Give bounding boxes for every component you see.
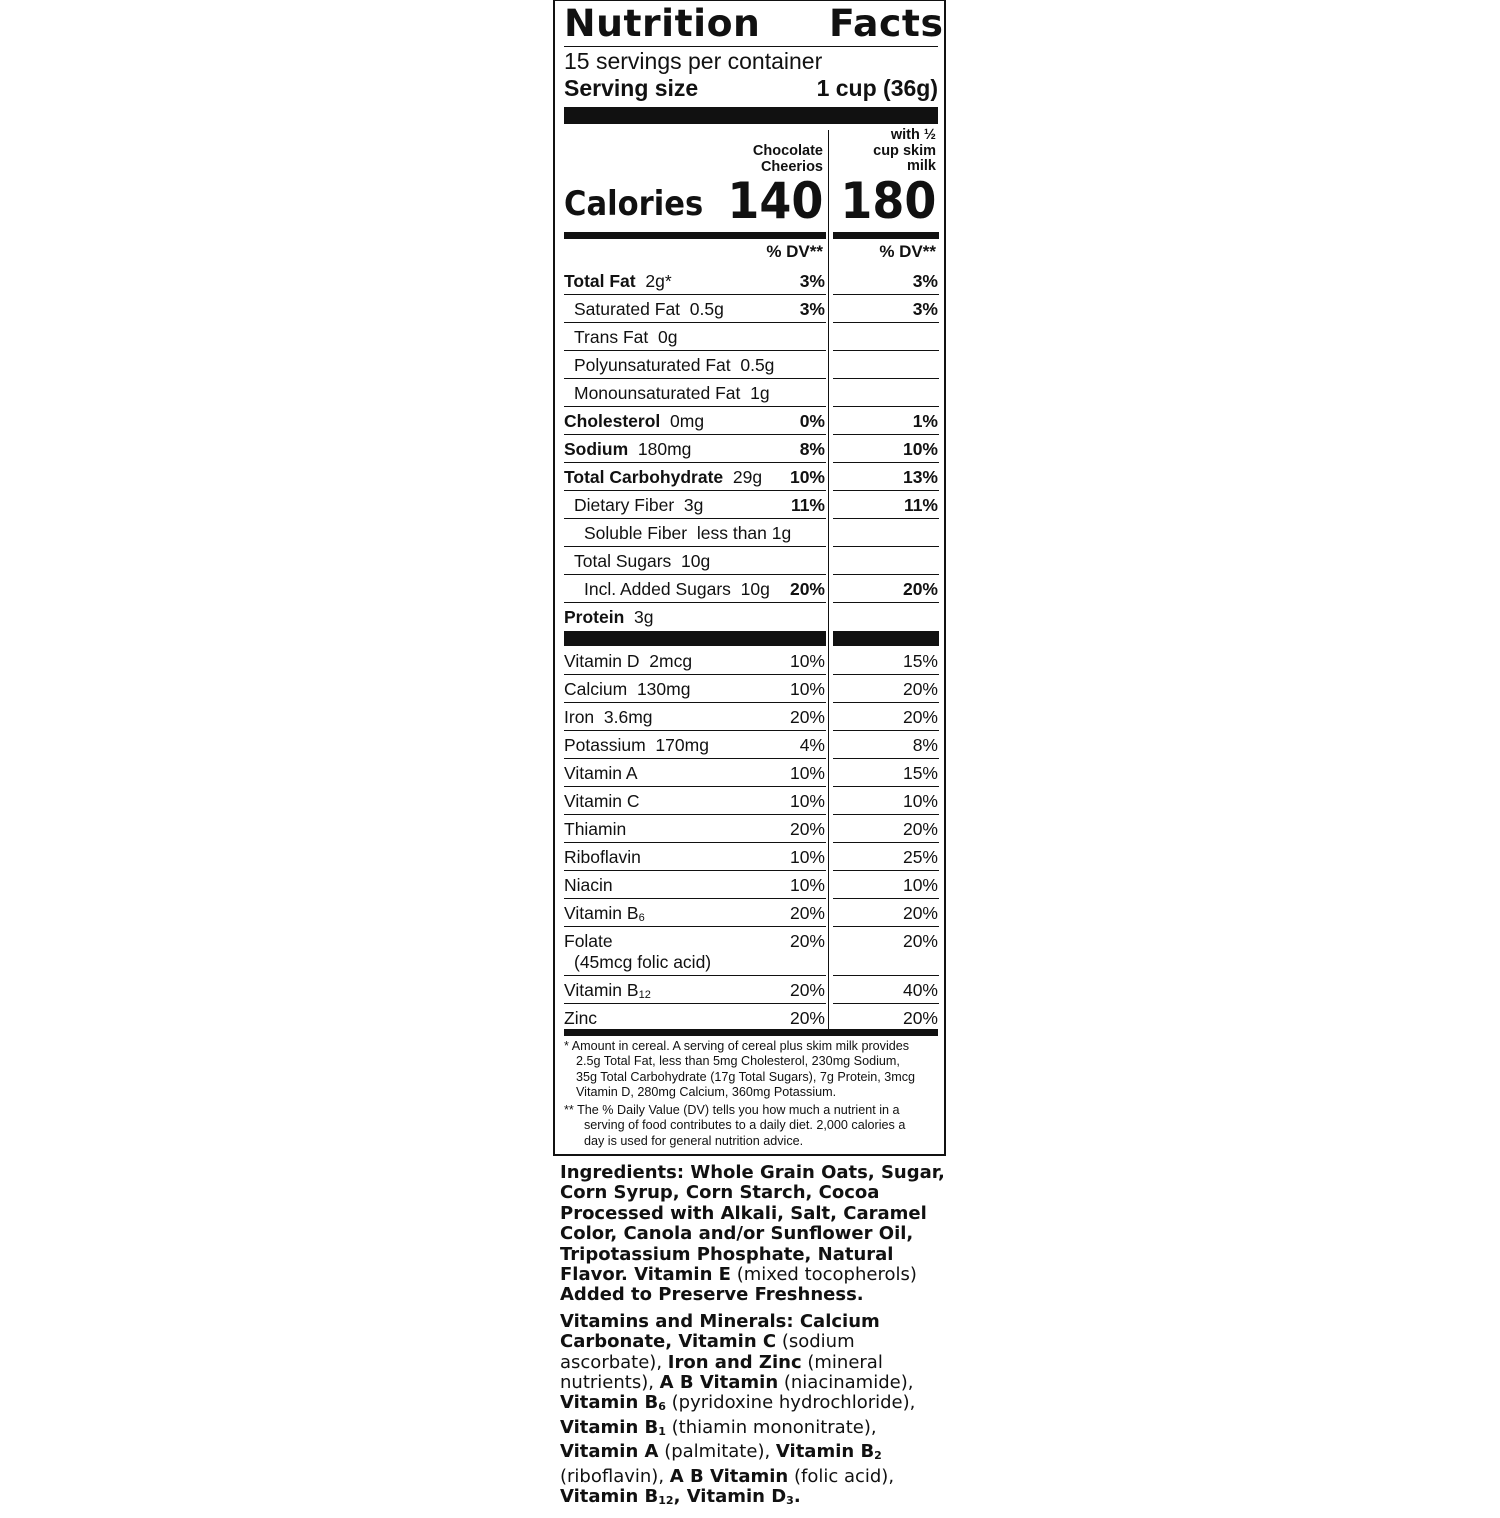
nutrient-row — [564, 547, 938, 575]
nutrient-name: Total Fat — [564, 271, 636, 291]
vitamin-label — [564, 703, 653, 731]
vitamin-name: Calcium — [564, 679, 628, 699]
nutrient-name: Dietary Fiber — [574, 495, 675, 515]
nutrient-dv-milk: 3% — [912, 299, 938, 319]
vitamin-row — [564, 647, 938, 675]
vitamin-subscript: 6 — [638, 912, 645, 924]
vitamin-dv-milk: 20% — [902, 819, 938, 839]
nutrient-name: Polyunsaturated Fat — [574, 355, 731, 375]
vitamin-dv-milk: 10% — [902, 875, 938, 895]
title-divider — [564, 46, 938, 47]
vitamin-label — [564, 871, 613, 899]
vitamin-row — [564, 927, 938, 976]
vitamin-label — [564, 731, 709, 759]
vitamin-name: Potassium — [564, 735, 646, 755]
nutrient-amount: 0g — [648, 327, 678, 347]
ingredient-text: (mineral nutrients), — [560, 1351, 883, 1394]
nutrient-name: Total Sugars — [574, 551, 672, 571]
vitamin-name: Iron — [564, 707, 595, 727]
nutrient-name: Total Carbohydrate — [564, 467, 724, 487]
calories-label: Calories — [564, 184, 704, 224]
vitamin-dv-milk: 40% — [902, 980, 938, 1000]
vitamin-dv-cereal: 4% — [799, 735, 825, 755]
nutrient-amount: 10g — [671, 551, 711, 571]
vitamin-row — [564, 899, 938, 927]
col1-header-line-2: Cheerios — [760, 158, 823, 175]
footnote1-line: 2.5g Total Fat, less than 5mg Cholesterol, 230mg Sodium, — [576, 1054, 900, 1069]
vitamins-minerals-paragraph — [560, 1312, 950, 1512]
nutrient-label — [584, 519, 791, 547]
ingredient-text: A B Vitamin — [669, 1465, 789, 1487]
footnote-bar — [564, 1029, 938, 1036]
vitamin-dv-milk: 8% — [912, 735, 938, 755]
ingredient-text: (thiamin mononitrate), — [665, 1416, 877, 1438]
vitamin-row — [564, 731, 938, 759]
vitamin-row — [564, 815, 938, 843]
col1-header-line-1: Chocolate — [752, 143, 823, 159]
calories-with-milk: 180 — [839, 172, 936, 230]
nutrient-dv-milk: 10% — [902, 439, 938, 459]
nutrient-label — [584, 575, 770, 603]
vitamin-row — [564, 787, 938, 815]
nutrient-row — [564, 323, 938, 351]
vitamin-row — [564, 843, 938, 871]
footnote1-line: * Amount in cereal. A serving of cereal plus skim milk provides — [564, 1039, 910, 1053]
ingredient-text: (niacinamide), — [778, 1372, 914, 1394]
vitamin-second-line: (45mcg folic acid) — [574, 952, 712, 972]
nutrient-label — [564, 435, 691, 463]
footnote-daily-value — [564, 1103, 938, 1149]
ingredient-subscript: 2 — [874, 1449, 882, 1463]
nutrient-label — [574, 351, 774, 379]
nutrient-name: Cholesterol — [564, 411, 661, 431]
vitamin-dv-milk: 10% — [902, 791, 938, 811]
vitamin-dv-milk: 20% — [902, 679, 938, 699]
nutrition-facts-label — [553, 0, 946, 1156]
nutrient-amount: 180mg — [628, 439, 692, 459]
nutrient-label — [564, 463, 762, 491]
nutrient-label — [564, 407, 704, 435]
nutrient-amount: 3g — [674, 495, 704, 515]
ingredient-text: Vitamin B — [775, 1441, 875, 1463]
nutrient-row — [564, 407, 938, 435]
vitamin-row — [564, 976, 938, 1004]
column-header-cereal — [703, 144, 823, 175]
col2-header-line-2: cup skim — [873, 142, 936, 159]
ingredient-subscript: 12 — [658, 1494, 674, 1508]
ingredient-text: Vitamin B — [560, 1416, 659, 1438]
nutrient-amount: less than 1g — [687, 523, 792, 543]
nutrient-amount: 2g* — [635, 271, 672, 291]
vitamin-dv-milk: 20% — [902, 903, 938, 923]
calories-cereal: 140 — [726, 172, 823, 230]
serving-thick-bar — [564, 107, 938, 124]
vitamin-name: Vitamin B — [564, 980, 639, 1000]
vitamin-dv-cereal: 10% — [789, 651, 825, 671]
serving-size-value: 1 cup (36g) — [816, 75, 938, 101]
vitamin-label — [564, 647, 692, 675]
ingredient-text: Vitamin B — [560, 1392, 659, 1414]
nutrient-name: Soluble Fiber — [584, 523, 688, 543]
nutrient-amount: 29g — [723, 467, 763, 487]
vitamin-dv-cereal: 10% — [789, 875, 825, 895]
vitamin-name: Zinc — [564, 1008, 598, 1028]
label-title — [564, 1, 943, 45]
vitamin-amount: 2mcg — [639, 651, 693, 671]
vitamin-amount: 170mg — [645, 735, 709, 755]
nutrient-amount: 3g — [624, 607, 654, 627]
nutrient-row — [564, 575, 938, 603]
nutrient-row — [564, 603, 938, 631]
vitamin-row — [564, 1004, 938, 1032]
vitamin-amount: 130mg — [627, 679, 691, 699]
nutrient-row — [564, 463, 938, 491]
vitamin-dv-cereal: 10% — [789, 791, 825, 811]
vitamin-dv-cereal: 20% — [789, 707, 825, 727]
nutrient-dv-cereal: 8% — [799, 439, 825, 459]
ingredient-text: (folic acid), — [788, 1465, 895, 1487]
vitamin-name: Vitamin B — [564, 903, 639, 923]
title-word-facts: Facts — [828, 1, 944, 45]
nutrient-dv-milk: 13% — [902, 467, 938, 487]
nutrient-row — [564, 295, 938, 323]
vitamin-bar-cereal — [564, 631, 826, 646]
nutrient-label — [564, 267, 672, 295]
ingredient-text: (sodium ascorbate), — [560, 1331, 855, 1373]
serving-size-label: Serving size — [564, 75, 699, 101]
footnote1-line: Vitamin D, 280mg Calcium, 360mg Potassium. — [576, 1085, 837, 1100]
vitamin-amount: 3.6mg — [594, 707, 653, 727]
ingredient-subscript: 1 — [658, 1424, 666, 1438]
ingredient-text: Ingredients: Whole Grain Oats, Sugar, Corn Syrup, Corn Starch, Cocoa Processed with Alkali, Salt, Caramel Color, Canola and/or Sunflower Oil, Tripotassium Phosphate, Natural Flavor. Vitamin E — [560, 1162, 945, 1286]
nutrient-label — [574, 491, 703, 519]
dv-header-milk: % DV** — [879, 242, 936, 261]
nutrient-name: Saturated Fat — [574, 299, 681, 319]
calories-bar-cereal — [564, 232, 826, 239]
nutrient-dv-cereal: 20% — [789, 579, 825, 599]
nutrient-amount: 10g — [730, 579, 770, 599]
serving-size — [564, 75, 938, 102]
ingredient-text: . — [793, 1486, 801, 1508]
dv-header-cereal: % DV** — [766, 242, 823, 261]
vitamin-label — [564, 759, 638, 787]
nutrient-dv-cereal: 3% — [799, 299, 825, 319]
ingredient-subscript: 3 — [786, 1494, 794, 1508]
vitamin-dv-milk: 15% — [902, 763, 938, 783]
ingredients-paragraph — [560, 1163, 950, 1306]
nutrient-name: Monounsaturated Fat — [574, 383, 741, 403]
nutrient-name: Sodium — [564, 439, 629, 459]
nutrient-label — [574, 295, 724, 323]
nutrient-label — [574, 547, 710, 575]
vitamin-label — [564, 815, 626, 843]
vitamin-dv-milk: 20% — [902, 931, 938, 951]
ingredient-text: A B Vitamin — [659, 1372, 779, 1394]
vitamin-dv-cereal: 10% — [789, 847, 825, 867]
vitamin-row — [564, 675, 938, 703]
vitamin-name: Niacin — [564, 875, 613, 895]
nutrient-dv-cereal: 0% — [799, 411, 825, 431]
vitamin-name: Vitamin D — [564, 651, 640, 671]
ingredients-section — [560, 1163, 950, 1518]
ingredient-text: (riboflavin), — [560, 1465, 670, 1487]
nutrient-label — [564, 603, 654, 631]
nutrient-row — [564, 351, 938, 379]
ingredient-text: Vitamin A — [560, 1441, 659, 1463]
nutrient-amount: 0.5g — [730, 355, 775, 375]
nutrient-amount: 0.5g — [680, 299, 724, 319]
vitamin-name: Vitamin A — [564, 763, 638, 783]
vitamin-dv-cereal: 20% — [789, 931, 825, 951]
vitamin-name: Vitamin C — [564, 791, 640, 811]
vitamin-dv-cereal: 10% — [789, 679, 825, 699]
nutrient-row — [564, 519, 938, 547]
footnote2-line: serving of food contributes to a daily diet. 2,000 calories a — [584, 1118, 906, 1133]
ingredient-text: Vitamin D — [686, 1486, 787, 1508]
nutrient-dv-cereal: 11% — [790, 495, 825, 515]
nutrient-dv-cereal: 3% — [799, 271, 825, 291]
vitamin-label — [564, 787, 640, 815]
nutrient-row — [564, 267, 938, 295]
footnote-amount-in-cereal — [564, 1039, 938, 1101]
nutrient-dv-cereal: 10% — [789, 467, 825, 487]
ingredient-text: , — [673, 1486, 687, 1508]
nutrient-amount: 0mg — [660, 411, 705, 431]
ingredient-text: Vitamins and Minerals: Calcium Carbonate, Vitamin C — [560, 1310, 880, 1353]
vitamin-label — [564, 675, 690, 703]
vitamin-row — [564, 703, 938, 731]
vitamin-dv-milk: 20% — [902, 1008, 938, 1028]
nutrient-amount: 1g — [740, 383, 770, 403]
nutrient-row — [564, 379, 938, 407]
servings-per-container: 15 servings per container — [564, 48, 823, 74]
nutrient-dv-milk: 20% — [902, 579, 938, 599]
nutrient-name: Incl. Added Sugars — [584, 579, 731, 599]
vitamin-dv-cereal: 20% — [789, 819, 825, 839]
vitamin-dv-milk: 15% — [902, 651, 938, 671]
title-word-nutrition: Nutrition — [564, 1, 761, 45]
col2-header-line-3: milk — [906, 158, 936, 174]
nutrient-row — [564, 491, 938, 519]
nutrient-dv-milk: 11% — [903, 495, 938, 515]
calories-bar-milk — [833, 232, 939, 239]
vitamin-subscript: 12 — [638, 989, 651, 1001]
nutrient-dv-milk: 1% — [912, 411, 938, 431]
footnote2-line: ** The % Daily Value (DV) tells you how much a nutrient in a — [564, 1103, 900, 1117]
nutrient-name: Protein — [564, 607, 625, 627]
nutrient-label — [574, 323, 677, 351]
ingredient-text: Iron and Zinc — [667, 1351, 802, 1373]
ingredient-text: Added to Preserve Freshness. — [560, 1284, 864, 1306]
col2-header-line-1: with ½ — [890, 127, 936, 143]
nutrient-name: Trans Fat — [574, 327, 649, 347]
vitamin-name: Thiamin — [564, 819, 627, 839]
vitamin-dv-cereal: 20% — [789, 980, 825, 1000]
ingredient-text: (pyridoxine hydrochloride), — [665, 1392, 916, 1414]
ingredient-subscript: 6 — [658, 1400, 666, 1414]
column-header-with-milk — [826, 128, 936, 175]
vitamin-dv-milk: 20% — [902, 707, 938, 727]
nutrient-dv-milk: 3% — [912, 271, 938, 291]
vitamin-dv-cereal: 20% — [789, 1008, 825, 1028]
vitamin-name: Riboflavin — [564, 847, 641, 867]
vitamin-row — [564, 759, 938, 787]
vitamin-name: Folate — [564, 931, 613, 951]
vitamin-dv-cereal: 10% — [789, 763, 825, 783]
ingredient-text: Vitamin B — [560, 1486, 659, 1508]
vitamin-label — [564, 1004, 597, 1032]
footnote2-line: day is used for general nutrition advice. — [584, 1133, 804, 1148]
vitamin-dv-milk: 25% — [902, 847, 938, 867]
ingredient-text: (palmitate), — [658, 1441, 776, 1463]
nutrient-label — [574, 379, 770, 407]
nutrient-row — [564, 435, 938, 463]
vitamin-dv-cereal: 20% — [789, 903, 825, 923]
footnote1-line: 35g Total Carbohydrate (17g Total Sugars), 7g Protein, 3mcg — [576, 1069, 916, 1084]
ingredient-text: (mixed tocopherols) — [730, 1264, 917, 1286]
vitamin-label — [564, 843, 641, 871]
vitamin-bar-milk — [833, 631, 939, 646]
vitamin-row — [564, 871, 938, 899]
